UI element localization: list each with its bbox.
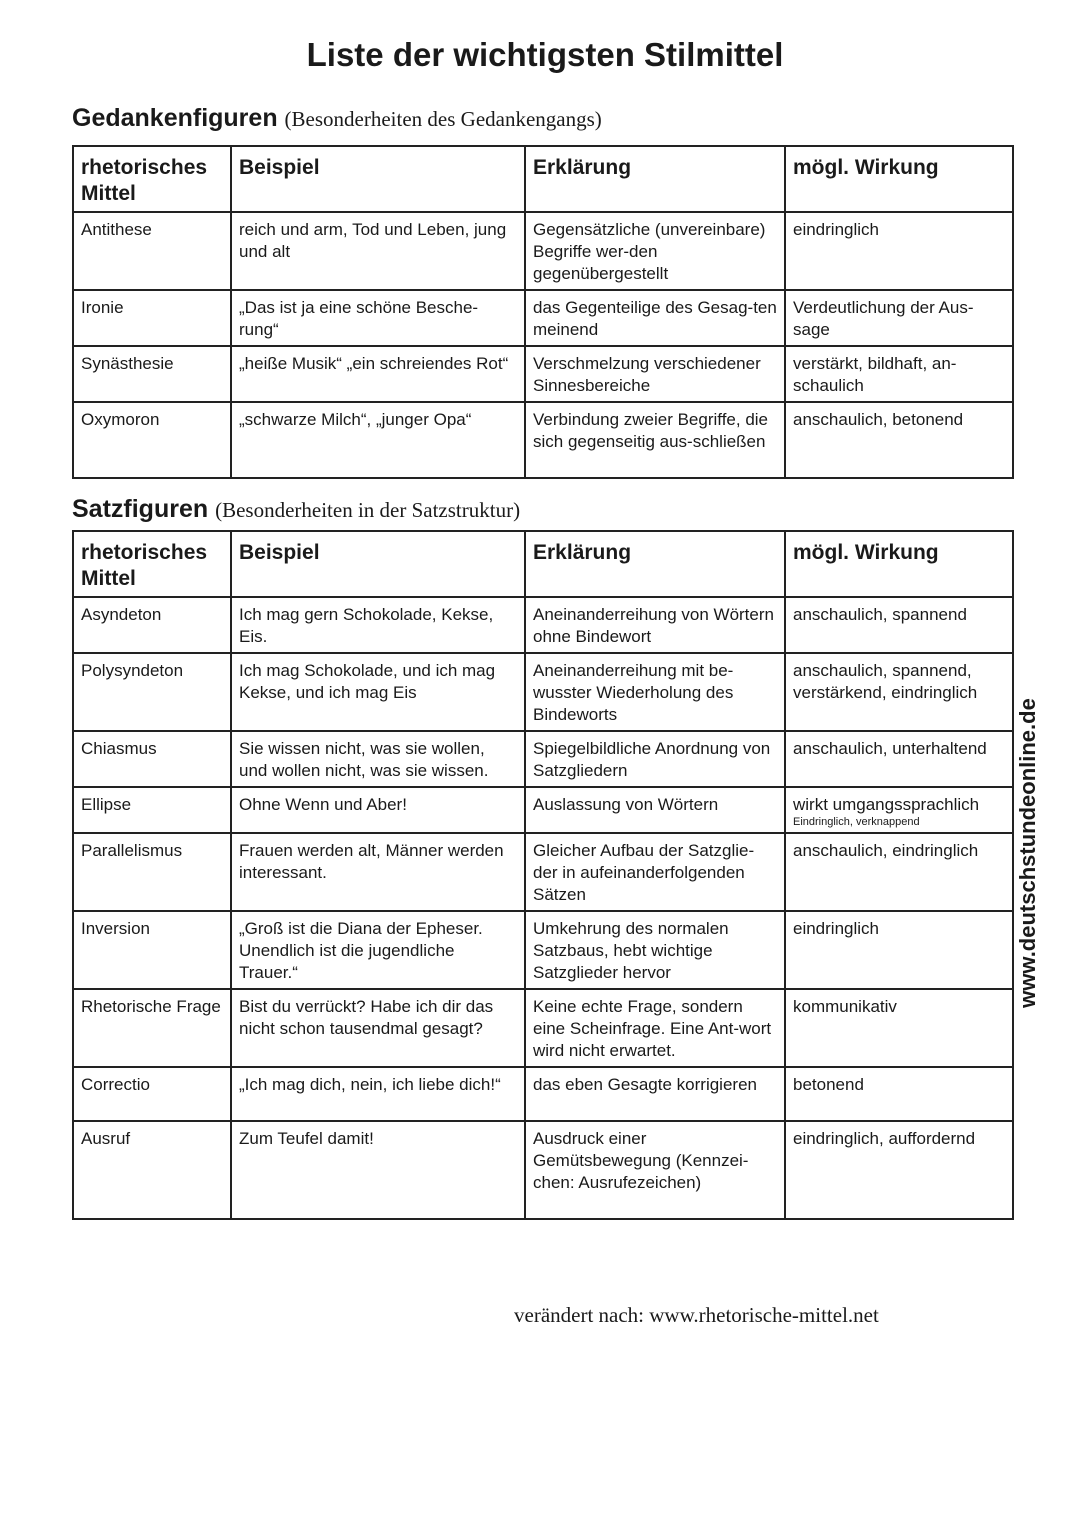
cell-text: wirkt umgangssprachlich bbox=[793, 795, 980, 814]
table-row bbox=[73, 212, 1013, 290]
table-cell: Keine echte Frage, sondern eine Scheinfrage. Eine Ant-wort wird nicht erwartet. bbox=[525, 989, 785, 1067]
section-title: Satzfiguren bbox=[72, 495, 209, 523]
column-header: Beispiel bbox=[231, 146, 525, 212]
header-row bbox=[73, 531, 1013, 597]
table-cell: Aneinanderreihung mit be-wusster Wiederholung des Bindeworts bbox=[525, 653, 785, 731]
table-row bbox=[73, 989, 1013, 1067]
table-cell: Rhetorische Frage bbox=[73, 989, 231, 1067]
table-cell bbox=[785, 787, 1013, 833]
table-cell: das eben Gesagte korrigieren bbox=[525, 1067, 785, 1121]
source-note: verändert nach: www.rhetorische-mittel.net bbox=[514, 1303, 879, 1327]
table-row bbox=[73, 1121, 1013, 1219]
section-heading-satzfiguren bbox=[72, 495, 520, 524]
table-cell: „heiße Musik“ „ein schreiendes Rot“ bbox=[231, 346, 525, 402]
column-header: mögl. Wirkung bbox=[785, 531, 1013, 597]
table-row bbox=[73, 597, 1013, 653]
table-cell: Parallelismus bbox=[73, 833, 231, 911]
table-cell: Ausdruck einer Gemütsbewegung (Kennzei-chen: Ausrufezeichen) bbox=[525, 1121, 785, 1219]
table-cell: Antithese bbox=[73, 212, 231, 290]
gedankenfiguren-table bbox=[72, 145, 1014, 479]
table-cell: „Groß ist die Diana der Epheser. Unendlich ist die jugendliche Trauer.“ bbox=[231, 911, 525, 989]
column-header: Erklärung bbox=[525, 146, 785, 212]
table-cell: anschaulich, spannend, verstärkend, eindringlich bbox=[785, 653, 1013, 731]
table-cell: Ohne Wenn und Aber! bbox=[231, 787, 525, 833]
column-header: Beispiel bbox=[231, 531, 525, 597]
table-cell: Ausruf bbox=[73, 1121, 231, 1219]
section-subtitle: (Besonderheiten in der Satzstruktur) bbox=[215, 498, 521, 522]
table-row bbox=[73, 1067, 1013, 1121]
column-header: mögl. Wirkung bbox=[785, 146, 1013, 212]
table-cell: Ellipse bbox=[73, 787, 231, 833]
table-row bbox=[73, 787, 1013, 833]
table-cell: eindringlich bbox=[785, 911, 1013, 989]
table-cell: Bist du verrückt? Habe ich dir das nicht schon tausendmal gesagt? bbox=[231, 989, 525, 1067]
section-heading-gedankenfiguren bbox=[72, 104, 602, 133]
table-cell: Aneinanderreihung von Wörtern ohne Bindewort bbox=[525, 597, 785, 653]
table-cell: „schwarze Milch“, „junger Opa“ bbox=[231, 402, 525, 478]
table-cell: das Gegenteilige des Gesag-ten meinend bbox=[525, 290, 785, 346]
table-cell: anschaulich, unterhaltend bbox=[785, 731, 1013, 787]
page-title: Liste der wichtigsten Stilmittel bbox=[306, 36, 784, 73]
column-header: rhetorisches Mittel bbox=[73, 146, 231, 212]
table-cell: Ich mag Schokolade, und ich mag Kekse, und ich mag Eis bbox=[231, 653, 525, 731]
table-cell: Verdeutlichung der Aus-sage bbox=[785, 290, 1013, 346]
table-cell: Verbindung zweier Begriffe, die sich gegenseitig aus-schließen bbox=[525, 402, 785, 478]
table-cell: Frauen werden alt, Männer werden interessant. bbox=[231, 833, 525, 911]
table-cell: Asyndeton bbox=[73, 597, 231, 653]
table-cell: Oxymoron bbox=[73, 402, 231, 478]
table-cell: reich und arm, Tod und Leben, jung und alt bbox=[231, 212, 525, 290]
table-cell: Synästhesie bbox=[73, 346, 231, 402]
satzfiguren-table bbox=[72, 530, 1014, 1220]
overlay-note: Eindringlich, verknappend bbox=[793, 816, 920, 828]
table-cell: Gegensätzliche (unvereinbare) Begriffe wer-den gegenübergestellt bbox=[525, 212, 785, 290]
table-cell: Ironie bbox=[73, 290, 231, 346]
table-row bbox=[73, 731, 1013, 787]
table-row bbox=[73, 653, 1013, 731]
header-row bbox=[73, 146, 1013, 212]
table-row bbox=[73, 833, 1013, 911]
table-cell: eindringlich bbox=[785, 212, 1013, 290]
table-cell: „Das ist ja eine schöne Besche-rung“ bbox=[231, 290, 525, 346]
table-cell: Spiegelbildliche Anordnung von Satzgliedern bbox=[525, 731, 785, 787]
table-row bbox=[73, 402, 1013, 478]
column-header: Erklärung bbox=[525, 531, 785, 597]
table-cell: Correctio bbox=[73, 1067, 231, 1121]
table-cell: eindringlich, auffordernd bbox=[785, 1121, 1013, 1219]
table-cell: Sie wissen nicht, was sie wollen, und wollen nicht, was sie wissen. bbox=[231, 731, 525, 787]
table-row bbox=[73, 911, 1013, 989]
table-cell: „Ich mag dich, nein, ich liebe dich!“ bbox=[231, 1067, 525, 1121]
table-cell: Inversion bbox=[73, 911, 231, 989]
cell-content bbox=[793, 794, 1005, 828]
table-cell: anschaulich, eindringlich bbox=[785, 833, 1013, 911]
section-subtitle: (Besonderheiten des Gedankengangs) bbox=[284, 107, 602, 131]
table-cell: Ich mag gern Schokolade, Kekse, Eis. bbox=[231, 597, 525, 653]
table-cell: Auslassung von Wörtern bbox=[525, 787, 785, 833]
table-cell: Chiasmus bbox=[73, 731, 231, 787]
watermark: www.deutschstundeonline.de bbox=[1015, 698, 1040, 1008]
table-cell: Umkehrung des normalen Satzbaus, hebt wichtige Satzglieder hervor bbox=[525, 911, 785, 989]
table-cell: verstärkt, bildhaft, an-schaulich bbox=[785, 346, 1013, 402]
table-cell: anschaulich, spannend bbox=[785, 597, 1013, 653]
table-cell: Zum Teufel damit! bbox=[231, 1121, 525, 1219]
table-row bbox=[73, 346, 1013, 402]
table-cell: betonend bbox=[785, 1067, 1013, 1121]
column-header: rhetorisches Mittel bbox=[73, 531, 231, 597]
table-cell: anschaulich, betonend bbox=[785, 402, 1013, 478]
table-cell: Gleicher Aufbau der Satzglie-der in aufeinanderfolgenden Sätzen bbox=[525, 833, 785, 911]
section-title: Gedankenfiguren bbox=[72, 104, 278, 132]
table-row bbox=[73, 290, 1013, 346]
table-cell: Verschmelzung verschiedener Sinnesbereiche bbox=[525, 346, 785, 402]
table-cell: Polysyndeton bbox=[73, 653, 231, 731]
table-cell: kommunikativ bbox=[785, 989, 1013, 1067]
